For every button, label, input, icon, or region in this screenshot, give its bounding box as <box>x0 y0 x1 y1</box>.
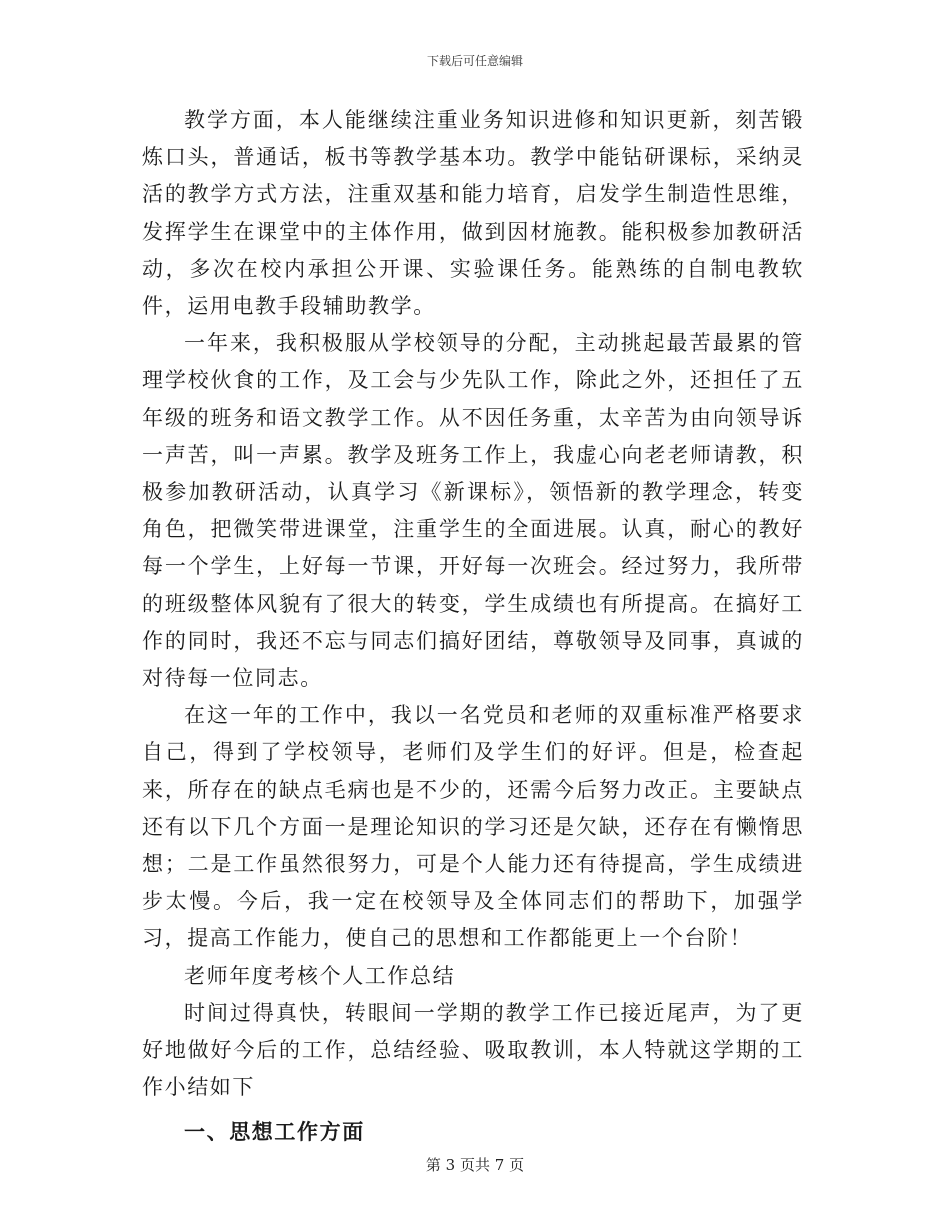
page-footer: 第 3 页共 7 页 <box>425 1156 525 1174</box>
paragraph-self-review: 在这一年的工作中，我以一名党员和老师的双重标准严格要求自己，得到了学校领导，老师们及学生们的好评。但是，检查起来，所存在的缺点毛病也是不少的，还需今后努力改正。主要缺点还有以下几个方面一是理论知识的学习还是欠缺，还存在有懒惰思想；二是工作虽然很努力，可是个人能力还有待提高，学生成绩进步太慢。今后，我一定在校领导及全体同志们的帮助下，加强学习，提高工作能力，使自己的思想和工作都能更上一个台阶！ <box>142 703 804 951</box>
paragraph-year-work: 一年来，我积极服从学校领导的分配，主动挑起最苦最累的管理学校伙食的工作，及工会与少先队工作，除此之外，还担任了五年级的班务和语文教学工作。从不因任务重，太辛苦为由向领导诉一声苦，叫一声累。教学及班务工作上，我虚心向老老师请教，积极参加教研活动，认真学习《新课标》，领悟新的教学理念，转变角色，把微笑带进课堂，注重学生的全面进展。认真，耐心的教好每一个学生，上好每一节课，开好每一次班会。经过努力，我所带的班级整体风貌有了很大的转变，学生成绩也有所提高。在搞好工作的同时，我还不忘与同志们搞好团结，尊敬领导及同事，真诚的对待每一位同志。 <box>142 331 804 691</box>
page-header: 下载后可任意编辑 <box>426 54 523 68</box>
paragraph-intro: 时间过得真快，转眼间一学期的教学工作已接近尾声，为了更好地做好今后的工作，总结经验、吸取教训，本人特就这学期的工作小结如下 <box>142 1000 804 1100</box>
paragraph-teaching: 教学方面，本人能继续注重业务知识进修和知识更新，刻苦锻炼口头，普通话，板书等教学基本功。教学中能钻研课标，采纳灵活的教学方式方法，注重双基和能力培育，启发学生制造性思维，发挥学生在课堂中的主体作用，做到因材施教。能积极参加教研活动，多次在校内承担公开课、实验课任务。能熟练的自制电教软件，运用电教手段辅助教学。 <box>142 108 804 319</box>
document-subtitle: 老师年度考核个人工作总结 <box>184 963 456 988</box>
document-body <box>142 102 804 1152</box>
section-heading: 一、思想工作方面 <box>184 1120 365 1145</box>
